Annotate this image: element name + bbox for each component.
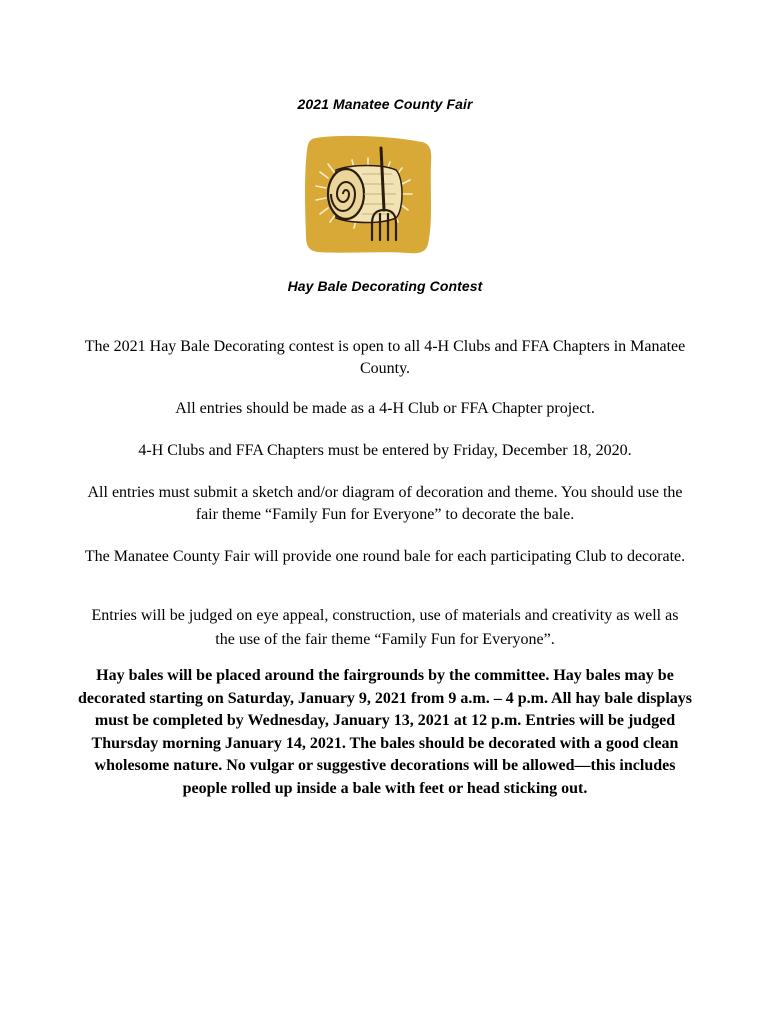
paragraph-bale-provided: The Manatee County Fair will provide one round bale for each participating Club to decorate. (84, 548, 686, 565)
paragraph-eligibility: The 2021 Hay Bale Decorating contest is open to all 4-H Clubs and FFA Chapters in Manatee County. (84, 338, 686, 377)
paragraph-judging: Entries will be judged on eye appeal, construction, use of materials and creativity as well as the use of the fair theme “Family Fun for Everyone”. (91, 607, 679, 648)
hay-bale-pitchfork-icon (302, 132, 434, 256)
paragraph-schedule-rules: Hay bales will be placed around the fairgrounds by the committee. Hay bales may be decorated starting on Saturday, January 9, 2021 from 9 a.m. – 4 p.m. All hay bale displays must be completed by Wednesday, January 13, 2021 at 12 p.m. Entries will be judged Thursday morning January 14, 2021. The bales should be decorated with a good clean wholesome nature. No vulgar or suggestive decorations will be allowed—this includes people rolled up inside a bale with feet or head sticking out. (78, 667, 692, 797)
fair-title: 2021 Manatee County Fair (297, 96, 473, 112)
paragraph-sketch: All entries must submit a sketch and/or diagram of decoration and theme. You should use the fair theme “Family Fun for Everyone” to decorate the bale. (87, 484, 683, 523)
contest-title: Hay Bale Decorating Contest (287, 278, 483, 294)
paragraph-entries: All entries should be made as a 4-H Club or FFA Chapter project. (175, 400, 595, 417)
paragraph-deadline: 4-H Clubs and FFA Chapters must be entered by Friday, December 18, 2020. (138, 442, 632, 459)
